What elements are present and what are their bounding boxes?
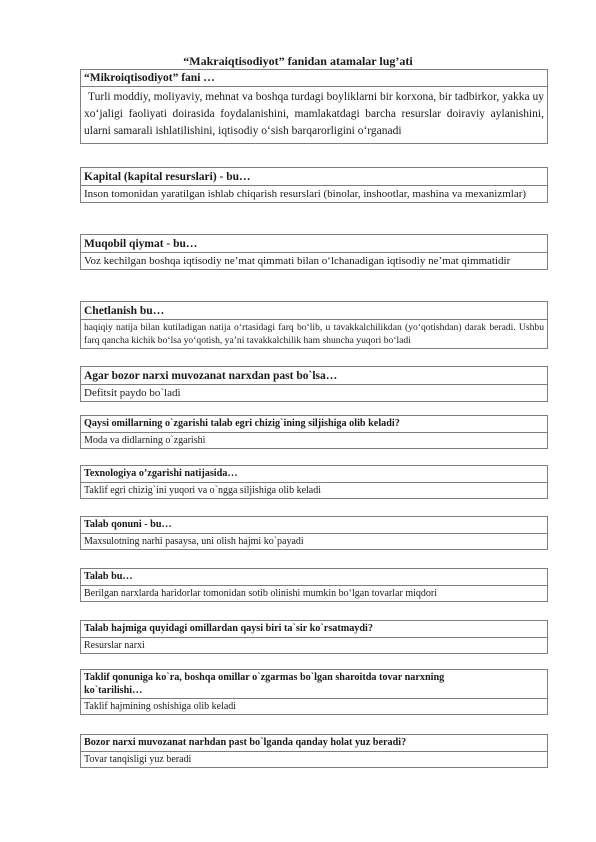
- term-entry-muqobil-qiymat: [80, 234, 548, 270]
- term-question: Texnologiya o’zgarishi natijasida…: [81, 466, 547, 483]
- term-answer: Voz kechilgan boshqa iqtisodiy ne’mat qimmati bilan o‘lchanadigan iqtisodiy ne’mat qimmatidir: [84, 255, 511, 267]
- term-entry-taklif-qonuni: [80, 669, 548, 715]
- term-answer: Turli moddiy, moliyaviy, mehnat va boshqa turdagi boyliklarni bir korxona, bir tadbirkor, yakka uy xo‘jaligi faoliyati doirasida foydalanishini, mamlakatdagi barcha resurslar doiraviy aylanishini, ularni samarali ishlatilishini, iqtisodiy o‘sish barqarorligini o‘rganadi: [84, 90, 544, 137]
- term-question: Kapital (kapital resurslari) - bu…: [81, 168, 547, 186]
- term-answer: Tovar tanqisligi yuz beradi: [84, 753, 192, 765]
- term-answer: haqiqiy natija bilan kutiladigan natija o‘rtasidagi farq bo‘lib, u tavakkalchilikdan (yo‘qotishdan) darak beradi. Ushbu farq qancha kichik bo‘lsa yo‘qotish, ya’ni tavakkalchilik ham shuncha yuqori bo‘ladi: [84, 322, 544, 346]
- term-question: Chetlanish bu…: [81, 302, 547, 320]
- term-entry-bozor-narxi: [80, 366, 548, 402]
- term-question: Muqobil qiymat - bu…: [81, 235, 547, 253]
- term-entry-talab: [80, 568, 548, 602]
- term-question: Talab bu…: [81, 569, 547, 586]
- term-entry-talab-hajmi: [80, 620, 548, 654]
- term-answer: Taklif egri chizig`ini yuqori va o`ngga siljishiga olib keladi: [84, 484, 322, 496]
- term-answer: Taklif hajmining oshishiga olib keladi: [84, 701, 237, 712]
- term-entry-mikroiqtisodiyot: [80, 69, 548, 144]
- term-answer: Defitsit paydo bo`ladi: [84, 387, 181, 399]
- term-question: Bozor narxi muvozanat narhdan past bo`lganda qanday holat yuz beradi?: [81, 735, 547, 752]
- term-answer: Resurslar narxi: [84, 639, 145, 651]
- term-entry-talab-egri-chizig: [80, 415, 548, 449]
- term-entry-chetlanish: [80, 301, 548, 349]
- term-entry-talab-qonuni: [80, 516, 548, 550]
- term-question: Qaysi omillarning o`zgarishi talab egri chizig`ining siljishiga olib keladi?: [81, 416, 547, 433]
- term-answer: Maxsulotning narhi pasaysa, uni olish hajmi ko`payadi: [84, 535, 304, 547]
- term-question: “Mikroiqtisodiyot” fani …: [81, 70, 547, 87]
- term-answer: Berilgan narxlarda haridorlar tomonidan sotib olinishi mumkin bo‘lgan tovarlar miqdori: [84, 587, 437, 599]
- page-title: “Makraiqtisodiyot” fanidan atamalar lug’ati: [183, 54, 413, 68]
- term-entry-texnologiya: [80, 465, 548, 499]
- term-question: Talab qonuni - bu…: [81, 517, 547, 534]
- term-entry-kapital: [80, 167, 548, 203]
- term-question: Agar bozor narxi muvozanat narxdan past bo`lsa…: [81, 367, 547, 385]
- term-entry-tovar-tanqisligi: [80, 734, 548, 768]
- term-question: Talab hajmiga quyidagi omillardan qaysi biri ta`sir ko`rsatmaydi?: [81, 621, 547, 638]
- term-question: Taklif qonuniga ko`ra, boshqa omillar o`zgarmas bo`lgan sharoitda tovar narxning ko`tarilishi…: [81, 670, 547, 699]
- term-answer: Inson tomonidan yaratilgan ishlab chiqarish resurslari (binolar, inshootlar, mashina va mexanizmlar): [84, 188, 527, 200]
- term-answer: Moda va didlarning o`zgarishi: [84, 434, 206, 446]
